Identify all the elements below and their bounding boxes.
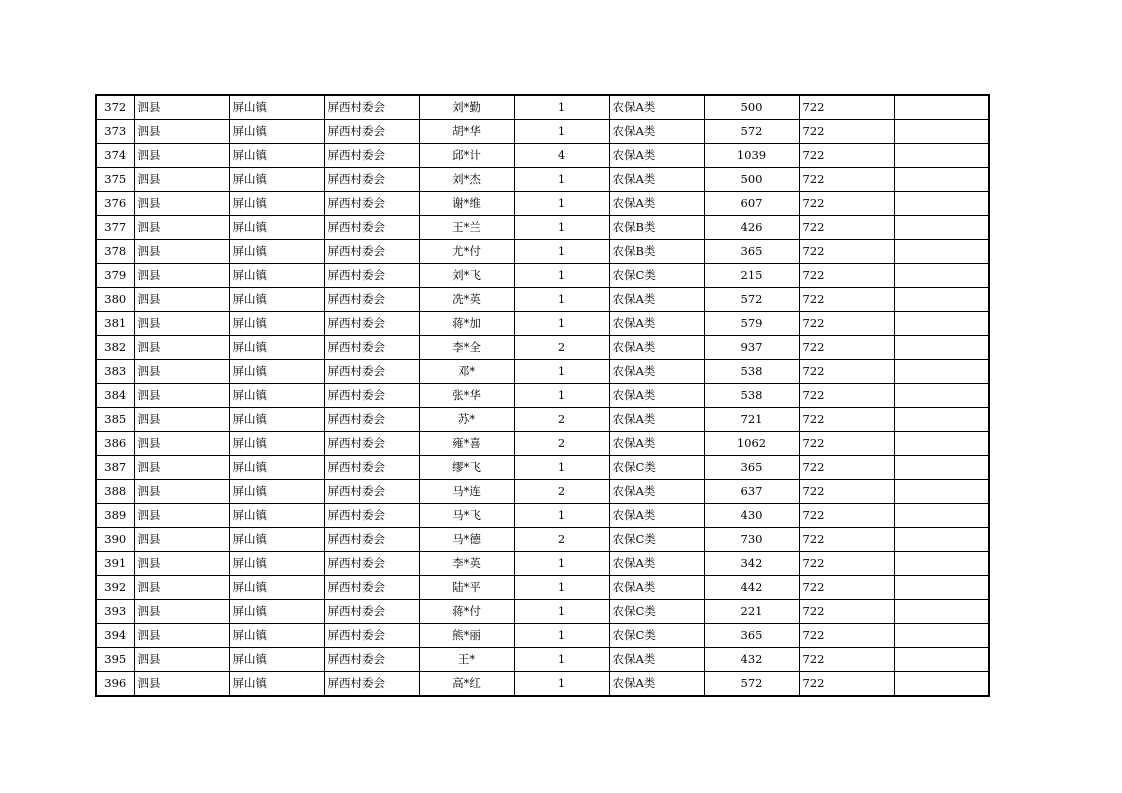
table-row: [96, 528, 989, 552]
table-row: [96, 192, 989, 216]
row-number-cell: 391: [96, 552, 134, 576]
table-row: [96, 408, 989, 432]
insurance-category-cell: 农保A类: [609, 192, 704, 216]
table-row: [96, 288, 989, 312]
amount-cell: 365: [704, 240, 799, 264]
table-row: [96, 648, 989, 672]
village-committee-cell: 屏西村委会: [324, 600, 419, 624]
remarks-cell: [894, 264, 989, 288]
village-committee-cell: 屏西村委会: [324, 288, 419, 312]
household-size-cell: 2: [514, 408, 609, 432]
village-committee-cell: 屏西村委会: [324, 312, 419, 336]
town-cell: 屏山镇: [229, 360, 324, 384]
household-size-cell: 1: [514, 384, 609, 408]
amount-cell: 426: [704, 216, 799, 240]
household-size-cell: 2: [514, 336, 609, 360]
amount-cell: 572: [704, 120, 799, 144]
table-row: [96, 552, 989, 576]
row-number-cell: 396: [96, 672, 134, 697]
amount-cell: 500: [704, 168, 799, 192]
town-cell: 屏山镇: [229, 168, 324, 192]
village-committee-cell: 屏西村委会: [324, 408, 419, 432]
household-size-cell: 1: [514, 120, 609, 144]
row-number-cell: 382: [96, 336, 134, 360]
name-cell: 苏*: [419, 408, 514, 432]
insurance-category-cell: 农保A类: [609, 672, 704, 697]
village-committee-cell: 屏西村委会: [324, 456, 419, 480]
remarks-cell: [894, 192, 989, 216]
household-size-cell: 4: [514, 144, 609, 168]
name-cell: 马*连: [419, 480, 514, 504]
row-number-cell: 383: [96, 360, 134, 384]
town-cell: 屏山镇: [229, 120, 324, 144]
name-cell: 李*全: [419, 336, 514, 360]
table-row: [96, 168, 989, 192]
remarks-cell: [894, 95, 989, 120]
name-cell: 张*华: [419, 384, 514, 408]
county-cell: 泗县: [134, 360, 229, 384]
code-cell: 722: [799, 264, 894, 288]
county-cell: 泗县: [134, 288, 229, 312]
code-cell: 722: [799, 648, 894, 672]
village-committee-cell: 屏西村委会: [324, 336, 419, 360]
remarks-cell: [894, 240, 989, 264]
name-cell: 马*德: [419, 528, 514, 552]
remarks-cell: [894, 528, 989, 552]
town-cell: 屏山镇: [229, 504, 324, 528]
town-cell: 屏山镇: [229, 624, 324, 648]
name-cell: 熊*丽: [419, 624, 514, 648]
household-size-cell: 1: [514, 504, 609, 528]
insurance-category-cell: 农保A类: [609, 384, 704, 408]
household-size-cell: 1: [514, 312, 609, 336]
amount-cell: 221: [704, 600, 799, 624]
row-number-cell: 394: [96, 624, 134, 648]
row-number-cell: 372: [96, 95, 134, 120]
remarks-cell: [894, 168, 989, 192]
remarks-cell: [894, 480, 989, 504]
code-cell: 722: [799, 432, 894, 456]
village-committee-cell: 屏西村委会: [324, 216, 419, 240]
row-number-cell: 377: [96, 216, 134, 240]
name-cell: 刘*飞: [419, 264, 514, 288]
code-cell: 722: [799, 480, 894, 504]
table-row: [96, 264, 989, 288]
code-cell: 722: [799, 240, 894, 264]
town-cell: 屏山镇: [229, 336, 324, 360]
row-number-cell: 390: [96, 528, 134, 552]
county-cell: 泗县: [134, 192, 229, 216]
remarks-cell: [894, 360, 989, 384]
table-row: [96, 360, 989, 384]
code-cell: 722: [799, 624, 894, 648]
table-row: [96, 144, 989, 168]
table-row: [96, 672, 989, 697]
row-number-cell: 393: [96, 600, 134, 624]
household-size-cell: 2: [514, 432, 609, 456]
insurance-category-cell: 农保A类: [609, 408, 704, 432]
town-cell: 屏山镇: [229, 528, 324, 552]
village-committee-cell: 屏西村委会: [324, 624, 419, 648]
code-cell: 722: [799, 384, 894, 408]
row-number-cell: 386: [96, 432, 134, 456]
insurance-category-cell: 农保C类: [609, 264, 704, 288]
name-cell: 尤*付: [419, 240, 514, 264]
town-cell: 屏山镇: [229, 672, 324, 697]
village-committee-cell: 屏西村委会: [324, 192, 419, 216]
insurance-category-cell: 农保A类: [609, 360, 704, 384]
table-row: [96, 336, 989, 360]
household-size-cell: 1: [514, 552, 609, 576]
town-cell: 屏山镇: [229, 576, 324, 600]
row-number-cell: 373: [96, 120, 134, 144]
amount-cell: 432: [704, 648, 799, 672]
village-committee-cell: 屏西村委会: [324, 240, 419, 264]
code-cell: 722: [799, 95, 894, 120]
row-number-cell: 385: [96, 408, 134, 432]
insurance-category-cell: 农保A类: [609, 552, 704, 576]
code-cell: 722: [799, 336, 894, 360]
town-cell: 屏山镇: [229, 456, 324, 480]
row-number-cell: 378: [96, 240, 134, 264]
amount-cell: 430: [704, 504, 799, 528]
town-cell: 屏山镇: [229, 600, 324, 624]
village-committee-cell: 屏西村委会: [324, 528, 419, 552]
code-cell: 722: [799, 504, 894, 528]
insurance-category-cell: 农保A类: [609, 504, 704, 528]
table-row: [96, 600, 989, 624]
row-number-cell: 380: [96, 288, 134, 312]
county-cell: 泗县: [134, 216, 229, 240]
name-cell: 王*: [419, 648, 514, 672]
town-cell: 屏山镇: [229, 192, 324, 216]
town-cell: 屏山镇: [229, 240, 324, 264]
village-committee-cell: 屏西村委会: [324, 95, 419, 120]
name-cell: 冼*英: [419, 288, 514, 312]
insurance-category-cell: 农保C类: [609, 528, 704, 552]
remarks-cell: [894, 120, 989, 144]
village-committee-cell: 屏西村委会: [324, 576, 419, 600]
remarks-cell: [894, 600, 989, 624]
village-committee-cell: 屏西村委会: [324, 120, 419, 144]
town-cell: 屏山镇: [229, 408, 324, 432]
county-cell: 泗县: [134, 576, 229, 600]
name-cell: 胡*华: [419, 120, 514, 144]
amount-cell: 365: [704, 456, 799, 480]
amount-cell: 937: [704, 336, 799, 360]
household-size-cell: 2: [514, 480, 609, 504]
household-size-cell: 1: [514, 360, 609, 384]
county-cell: 泗县: [134, 336, 229, 360]
remarks-cell: [894, 672, 989, 697]
town-cell: 屏山镇: [229, 552, 324, 576]
row-number-cell: 376: [96, 192, 134, 216]
row-number-cell: 389: [96, 504, 134, 528]
county-cell: 泗县: [134, 120, 229, 144]
remarks-cell: [894, 648, 989, 672]
village-committee-cell: 屏西村委会: [324, 360, 419, 384]
insurance-category-cell: 农保A类: [609, 95, 704, 120]
table-row: [96, 480, 989, 504]
town-cell: 屏山镇: [229, 216, 324, 240]
remarks-cell: [894, 576, 989, 600]
village-committee-cell: 屏西村委会: [324, 552, 419, 576]
county-cell: 泗县: [134, 552, 229, 576]
county-cell: 泗县: [134, 264, 229, 288]
county-cell: 泗县: [134, 432, 229, 456]
code-cell: 722: [799, 216, 894, 240]
name-cell: 邱*计: [419, 144, 514, 168]
row-number-cell: 388: [96, 480, 134, 504]
insurance-category-cell: 农保C类: [609, 600, 704, 624]
row-number-cell: 384: [96, 384, 134, 408]
county-cell: 泗县: [134, 600, 229, 624]
town-cell: 屏山镇: [229, 144, 324, 168]
county-cell: 泗县: [134, 408, 229, 432]
code-cell: 722: [799, 408, 894, 432]
remarks-cell: [894, 384, 989, 408]
village-committee-cell: 屏西村委会: [324, 504, 419, 528]
amount-cell: 538: [704, 360, 799, 384]
household-size-cell: 1: [514, 192, 609, 216]
amount-cell: 365: [704, 624, 799, 648]
amount-cell: 215: [704, 264, 799, 288]
row-number-cell: 395: [96, 648, 134, 672]
household-size-cell: 2: [514, 528, 609, 552]
name-cell: 陆*平: [419, 576, 514, 600]
name-cell: 马*飞: [419, 504, 514, 528]
amount-cell: 579: [704, 312, 799, 336]
town-cell: 屏山镇: [229, 95, 324, 120]
county-cell: 泗县: [134, 168, 229, 192]
name-cell: 蒋*加: [419, 312, 514, 336]
household-size-cell: 1: [514, 216, 609, 240]
county-cell: 泗县: [134, 240, 229, 264]
table-body: [96, 95, 989, 696]
table-row: [96, 120, 989, 144]
insurance-category-cell: 农保B类: [609, 240, 704, 264]
household-size-cell: 1: [514, 624, 609, 648]
remarks-cell: [894, 456, 989, 480]
amount-cell: 637: [704, 480, 799, 504]
table-row: [96, 576, 989, 600]
amount-cell: 442: [704, 576, 799, 600]
code-cell: 722: [799, 528, 894, 552]
row-number-cell: 379: [96, 264, 134, 288]
county-cell: 泗县: [134, 384, 229, 408]
name-cell: 蒋*付: [419, 600, 514, 624]
remarks-cell: [894, 144, 989, 168]
insurance-category-cell: 农保B类: [609, 216, 704, 240]
row-number-cell: 392: [96, 576, 134, 600]
county-cell: 泗县: [134, 95, 229, 120]
insurance-category-cell: 农保A类: [609, 336, 704, 360]
town-cell: 屏山镇: [229, 288, 324, 312]
household-size-cell: 1: [514, 576, 609, 600]
village-committee-cell: 屏西村委会: [324, 264, 419, 288]
insurance-category-cell: 农保C类: [609, 456, 704, 480]
table-row: [96, 216, 989, 240]
village-committee-cell: 屏西村委会: [324, 384, 419, 408]
town-cell: 屏山镇: [229, 480, 324, 504]
town-cell: 屏山镇: [229, 264, 324, 288]
code-cell: 722: [799, 600, 894, 624]
county-cell: 泗县: [134, 504, 229, 528]
village-committee-cell: 屏西村委会: [324, 480, 419, 504]
table-row: [96, 95, 989, 120]
name-cell: 邓*: [419, 360, 514, 384]
remarks-cell: [894, 312, 989, 336]
town-cell: 屏山镇: [229, 648, 324, 672]
amount-cell: 607: [704, 192, 799, 216]
amount-cell: 721: [704, 408, 799, 432]
remarks-cell: [894, 288, 989, 312]
code-cell: 722: [799, 672, 894, 697]
code-cell: 722: [799, 456, 894, 480]
county-cell: 泗县: [134, 624, 229, 648]
name-cell: 刘*杰: [419, 168, 514, 192]
insurance-category-cell: 农保A类: [609, 144, 704, 168]
village-committee-cell: 屏西村委会: [324, 432, 419, 456]
amount-cell: 342: [704, 552, 799, 576]
town-cell: 屏山镇: [229, 384, 324, 408]
village-committee-cell: 屏西村委会: [324, 672, 419, 697]
table-row: [96, 504, 989, 528]
insurance-category-cell: 农保A类: [609, 168, 704, 192]
name-cell: 李*英: [419, 552, 514, 576]
household-size-cell: 1: [514, 456, 609, 480]
county-cell: 泗县: [134, 528, 229, 552]
table-row: [96, 312, 989, 336]
town-cell: 屏山镇: [229, 432, 324, 456]
insurance-category-cell: 农保A类: [609, 432, 704, 456]
remarks-cell: [894, 552, 989, 576]
amount-cell: 572: [704, 672, 799, 697]
amount-cell: 572: [704, 288, 799, 312]
name-cell: 王*兰: [419, 216, 514, 240]
insurance-category-cell: 农保A类: [609, 312, 704, 336]
amount-cell: 1039: [704, 144, 799, 168]
code-cell: 722: [799, 192, 894, 216]
row-number-cell: 381: [96, 312, 134, 336]
row-number-cell: 387: [96, 456, 134, 480]
remarks-cell: [894, 408, 989, 432]
code-cell: 722: [799, 120, 894, 144]
insurance-category-cell: 农保C类: [609, 624, 704, 648]
table-row: [96, 240, 989, 264]
insurance-category-cell: 农保A类: [609, 648, 704, 672]
amount-cell: 500: [704, 95, 799, 120]
name-cell: 谢*维: [419, 192, 514, 216]
table-row: [96, 456, 989, 480]
household-size-cell: 1: [514, 288, 609, 312]
code-cell: 722: [799, 552, 894, 576]
county-cell: 泗县: [134, 312, 229, 336]
village-committee-cell: 屏西村委会: [324, 648, 419, 672]
insurance-category-cell: 农保A类: [609, 480, 704, 504]
name-cell: 刘*勤: [419, 95, 514, 120]
insurance-category-cell: 农保A类: [609, 288, 704, 312]
household-size-cell: 1: [514, 600, 609, 624]
amount-cell: 1062: [704, 432, 799, 456]
code-cell: 722: [799, 144, 894, 168]
name-cell: 缪*飞: [419, 456, 514, 480]
remarks-cell: [894, 624, 989, 648]
county-cell: 泗县: [134, 648, 229, 672]
insurance-category-cell: 农保A类: [609, 576, 704, 600]
row-number-cell: 374: [96, 144, 134, 168]
amount-cell: 538: [704, 384, 799, 408]
name-cell: 高*红: [419, 672, 514, 697]
code-cell: 722: [799, 168, 894, 192]
table-row: [96, 624, 989, 648]
household-size-cell: 1: [514, 95, 609, 120]
code-cell: 722: [799, 576, 894, 600]
table-row: [96, 432, 989, 456]
remarks-cell: [894, 216, 989, 240]
household-size-cell: 1: [514, 648, 609, 672]
table-row: [96, 384, 989, 408]
household-size-cell: 1: [514, 264, 609, 288]
county-cell: 泗县: [134, 456, 229, 480]
row-number-cell: 375: [96, 168, 134, 192]
county-cell: 泗县: [134, 144, 229, 168]
code-cell: 722: [799, 360, 894, 384]
code-cell: 722: [799, 288, 894, 312]
county-cell: 泗县: [134, 672, 229, 697]
village-committee-cell: 屏西村委会: [324, 168, 419, 192]
town-cell: 屏山镇: [229, 312, 324, 336]
insurance-category-cell: 农保A类: [609, 120, 704, 144]
village-committee-cell: 屏西村委会: [324, 144, 419, 168]
amount-cell: 730: [704, 528, 799, 552]
household-size-cell: 1: [514, 240, 609, 264]
remarks-cell: [894, 336, 989, 360]
household-size-cell: 1: [514, 672, 609, 697]
county-cell: 泗县: [134, 480, 229, 504]
remarks-cell: [894, 504, 989, 528]
remarks-cell: [894, 432, 989, 456]
code-cell: 722: [799, 312, 894, 336]
data-table: [95, 94, 990, 697]
name-cell: 雍*喜: [419, 432, 514, 456]
household-size-cell: 1: [514, 168, 609, 192]
